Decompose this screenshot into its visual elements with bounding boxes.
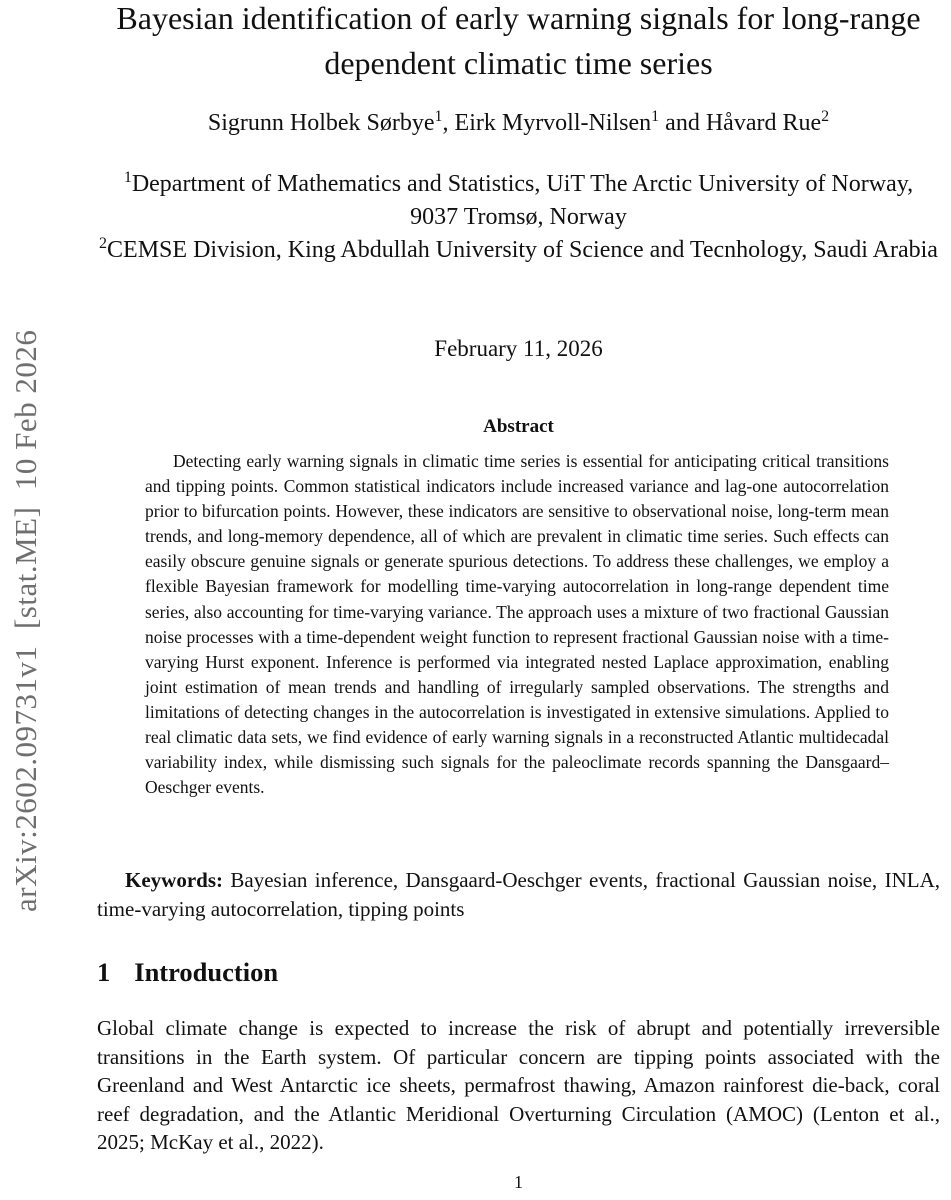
affiliation-1	[97, 168, 940, 234]
paper-title: Bayesian identification of early warning signals for long-range dependent climatic time series	[116, 0, 921, 81]
keywords-label: Keywords:	[125, 868, 223, 892]
author-line	[97, 110, 940, 137]
section-heading-introduction	[97, 957, 940, 988]
keywords-text: Bayesian inference, Dansgaard-Oeschger events, fractional Gaussian noise, INLA, time-varying autocorrelation, tipping points	[97, 868, 940, 921]
keywords-line	[97, 866, 940, 923]
author-affil-mark: 1	[434, 108, 443, 125]
author-name: Eirk Myrvoll-Nilsen	[454, 110, 652, 136]
affiliations	[97, 168, 940, 267]
section-title: Introduction	[134, 957, 279, 987]
author-affil-mark: 1	[651, 108, 660, 125]
affiliation-text: Department of Mathematics and Statistics, UiT The Arctic University of Norway, 9037 Tromsø, Norway	[131, 171, 914, 230]
author-name: Håvard Rue	[705, 110, 822, 136]
author-name: Sigrunn Holbek Sørbye	[207, 110, 435, 136]
section-number: 1	[97, 957, 111, 987]
author-separator: and	[659, 110, 706, 136]
author-affil-mark: 2	[821, 108, 830, 125]
arxiv-watermark: arXiv:2602.09731v1 [stat.ME] 10 Feb 2026	[8, 329, 43, 912]
publication-date: February 11, 2026	[434, 336, 603, 361]
author-separator: ,	[442, 110, 455, 136]
introduction-paragraph: Global climate change is expected to increase the risk of abrupt and potentially irreversible transitions in the Earth system. Of particular concern are tipping points associated with the Greenland and West Antarctic ice sheets, permafrost thawing, Amazon rainforest die-back, coral reef degradation, and the Atlantic Meridional Overturning Circulation (AMOC) (Lenton et al., 2025; McKay et al., 2022).	[97, 1016, 940, 1155]
abstract-text: Detecting early warning signals in climatic time series is essential for anticipating critical transitions and tipping points. Common statistical indicators include increased variance and lag-one autocorrelation prior to bifurcation points. However, these indicators are sensitive to observational noise, long-term mean trends, and long-memory dependence, all of which are prevalent in climatic time series. Such effects can easily obscure genuine signals or generate spurious detections. To address these challenges, we employ a flexible Bayesian framework for modelling time-varying autocorrelation in long-range dependent time series, also accounting for time-varying variance. The approach uses a mixture of two fractional Gaussian noise processes with a time-dependent weight function to represent fractional Gaussian noise with a time-varying Hurst exponent. Inference is performed via integrated nested Laplace approximation, enabling joint estimation of mean trends and handling of irregularly sampled observations. The strengths and limitations of detecting changes in the autocorrelation is investigated in extensive simulations. Applied to real climatic data sets, we find evidence of early warning signals in a reconstructed Atlantic multidecadal variability index, while dismissing such signals for the paleoclimate records spanning the Dansgaard–Oeschger events.	[145, 451, 889, 798]
affiliation-mark: 1	[123, 169, 132, 186]
affiliation-2	[97, 234, 940, 267]
page-number: 1	[514, 1172, 523, 1192]
affiliation-mark: 2	[99, 235, 108, 252]
abstract-heading: Abstract	[483, 416, 554, 437]
affiliation-text: CEMSE Division, King Abdullah University of Science and Tecnhology, Saudi Arabia	[107, 237, 938, 263]
